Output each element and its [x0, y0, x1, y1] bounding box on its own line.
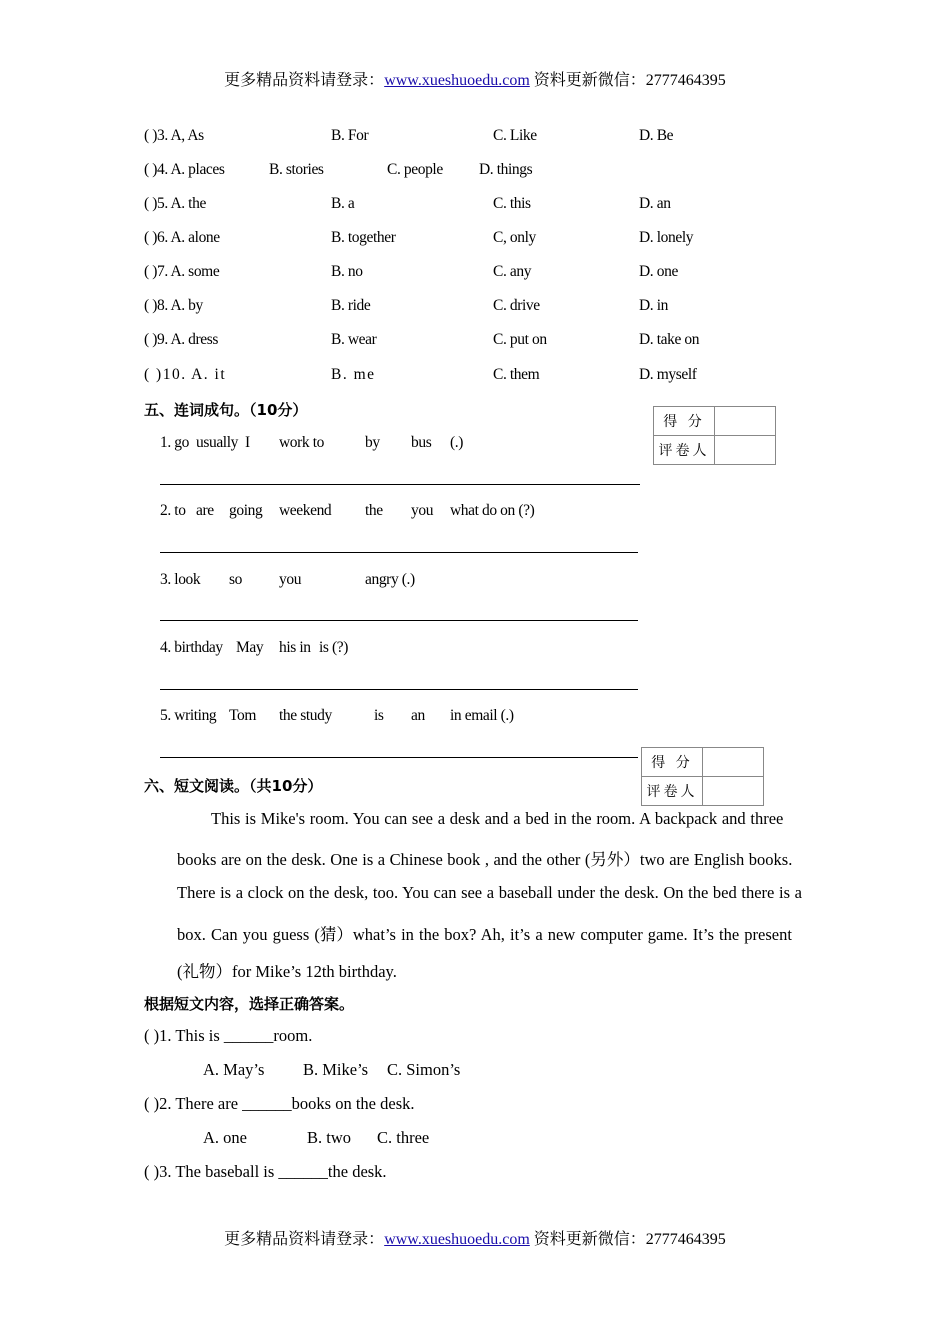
word: the study: [279, 707, 332, 724]
answer-line[interactable]: [160, 484, 640, 485]
mc-question: ( )9. A. dress: [144, 331, 219, 348]
word: what do on (?): [450, 502, 535, 519]
mc-option-b: B. wear: [331, 331, 377, 348]
page-footer: [0, 1226, 950, 1249]
mc-question: ( )4. A. places: [144, 161, 225, 178]
question-text: ( )2. There are ______books on the desk.: [144, 1094, 415, 1113]
mc-option-b: B. no: [331, 263, 363, 280]
passage-line: (礼物）for Mike’s 12th birthday.: [177, 962, 397, 981]
passage-line: This is Mike's room. You can see a desk and a bed in the room. A backpack and three: [211, 809, 784, 828]
word: the: [365, 502, 383, 519]
mc-option-c: C. people: [387, 161, 443, 178]
word: angry (.): [365, 571, 415, 588]
mc-option-c: C. any: [493, 263, 532, 280]
header-prefix: 更多精品资料请登录：: [224, 72, 385, 89]
word: I: [245, 434, 250, 451]
section5-score-box: [653, 406, 776, 465]
section6-title: 六、短文阅读。（共10分）: [144, 777, 323, 795]
word: work to: [279, 434, 324, 451]
mc-question: ( )8. A. by: [144, 297, 203, 314]
grader-label: 评卷人: [642, 777, 703, 806]
mc-option-c: C. Like: [493, 127, 537, 144]
mc-option-d: D. take on: [639, 331, 700, 348]
mc-question: ( )7. A. some: [144, 263, 220, 280]
word: 2. to: [160, 502, 186, 519]
score-field[interactable]: [715, 407, 776, 436]
passage-line: There is a clock on the desk, too. You can see a baseball under the desk. On the bed there is a: [177, 883, 802, 902]
footer-prefix: 更多精品资料请登录：: [224, 1231, 385, 1248]
passage-line: books are on the desk. One is a Chinese book , and the other (另外）two are English books.: [177, 850, 793, 869]
answer-line[interactable]: [160, 757, 638, 758]
mc-option-c: C. them: [493, 366, 540, 383]
score-field[interactable]: [703, 748, 764, 777]
section5-title: 五、连词成句。（10分）: [144, 401, 308, 419]
word: May: [236, 639, 264, 656]
word: 1. go: [160, 434, 190, 451]
word: usually: [196, 434, 238, 451]
word: you: [411, 502, 434, 519]
mc-option-b: B. a: [331, 195, 355, 212]
word: 5. writing: [160, 707, 217, 724]
answer-line[interactable]: [160, 552, 638, 553]
section6-score-box: [641, 747, 764, 806]
word: so: [229, 571, 242, 588]
mc-question: ( )6. A. alone: [144, 229, 220, 246]
word: by: [365, 434, 380, 451]
mc-question: ( )5. A. the: [144, 195, 206, 212]
mc-option-c: C. put on: [493, 331, 547, 348]
mc-question: ( )3. A, As: [144, 127, 204, 144]
page-header: [0, 67, 950, 90]
answer-line[interactable]: [160, 689, 638, 690]
score-label: 得 分: [654, 407, 715, 436]
grader-field[interactable]: [715, 436, 776, 465]
word: Tom: [229, 707, 256, 724]
mc-option-c: C. drive: [493, 297, 540, 314]
footer-link[interactable]: www.xueshuoedu.com: [384, 1231, 530, 1248]
word: 4. birthday: [160, 639, 223, 656]
answer-option: A. May’s: [203, 1060, 265, 1079]
word: an: [411, 707, 425, 724]
score-label: 得 分: [642, 748, 703, 777]
answer-option: B. Mike’s: [303, 1060, 369, 1079]
mc-option-b: B. ride: [331, 297, 371, 314]
word: his in: [279, 639, 311, 656]
question-text: ( )3. The baseball is ______the desk.: [144, 1162, 387, 1181]
word: in email (.): [450, 707, 514, 724]
mc-option-b: B. me: [331, 366, 376, 383]
passage-line: box. Can you guess (猜）what’s in the box? Ah, it’s a new computer game. It’s the present: [177, 925, 792, 944]
answer-option: C. Simon’s: [387, 1060, 461, 1079]
word: (.): [450, 434, 463, 451]
header-link[interactable]: www.xueshuoedu.com: [384, 72, 530, 89]
answer-option: B. two: [307, 1128, 352, 1147]
mc-option-c: C. this: [493, 195, 531, 212]
mc-option-d: D. myself: [639, 366, 697, 383]
answer-option: A. one: [203, 1128, 247, 1147]
mc-option-d: D. one: [639, 263, 678, 280]
word: are: [196, 502, 214, 519]
mc-option-b: B. stories: [269, 161, 324, 178]
word: is (?): [319, 639, 349, 656]
mc-option-d: D. Be: [639, 127, 674, 144]
grader-label: 评卷人: [654, 436, 715, 465]
mc-option-d: D. lonely: [639, 229, 694, 246]
section6-instruction: 根据短文内容，选择正确答案。: [144, 995, 355, 1013]
grader-field[interactable]: [703, 777, 764, 806]
mc-option-b: B. For: [331, 127, 369, 144]
mc-question: ( )10. A. it: [144, 366, 227, 383]
answer-line[interactable]: [160, 620, 638, 621]
mc-option-b: B. together: [331, 229, 396, 246]
word: you: [279, 571, 302, 588]
header-suffix: 资料更新微信：2777464395: [529, 72, 726, 89]
footer-suffix: 资料更新微信：2777464395: [529, 1231, 726, 1248]
mc-option-c: C, only: [493, 229, 536, 246]
mc-option-d: D. things: [479, 161, 533, 178]
word: going: [229, 502, 263, 519]
word: 3. look: [160, 571, 201, 588]
answer-option: C. three: [377, 1128, 430, 1147]
mc-option-d: D. in: [639, 297, 669, 314]
word: is: [374, 707, 384, 724]
word: bus: [411, 434, 432, 451]
word: weekend: [279, 502, 332, 519]
question-text: ( )1. This is ______room.: [144, 1026, 313, 1045]
mc-option-d: D. an: [639, 195, 671, 212]
